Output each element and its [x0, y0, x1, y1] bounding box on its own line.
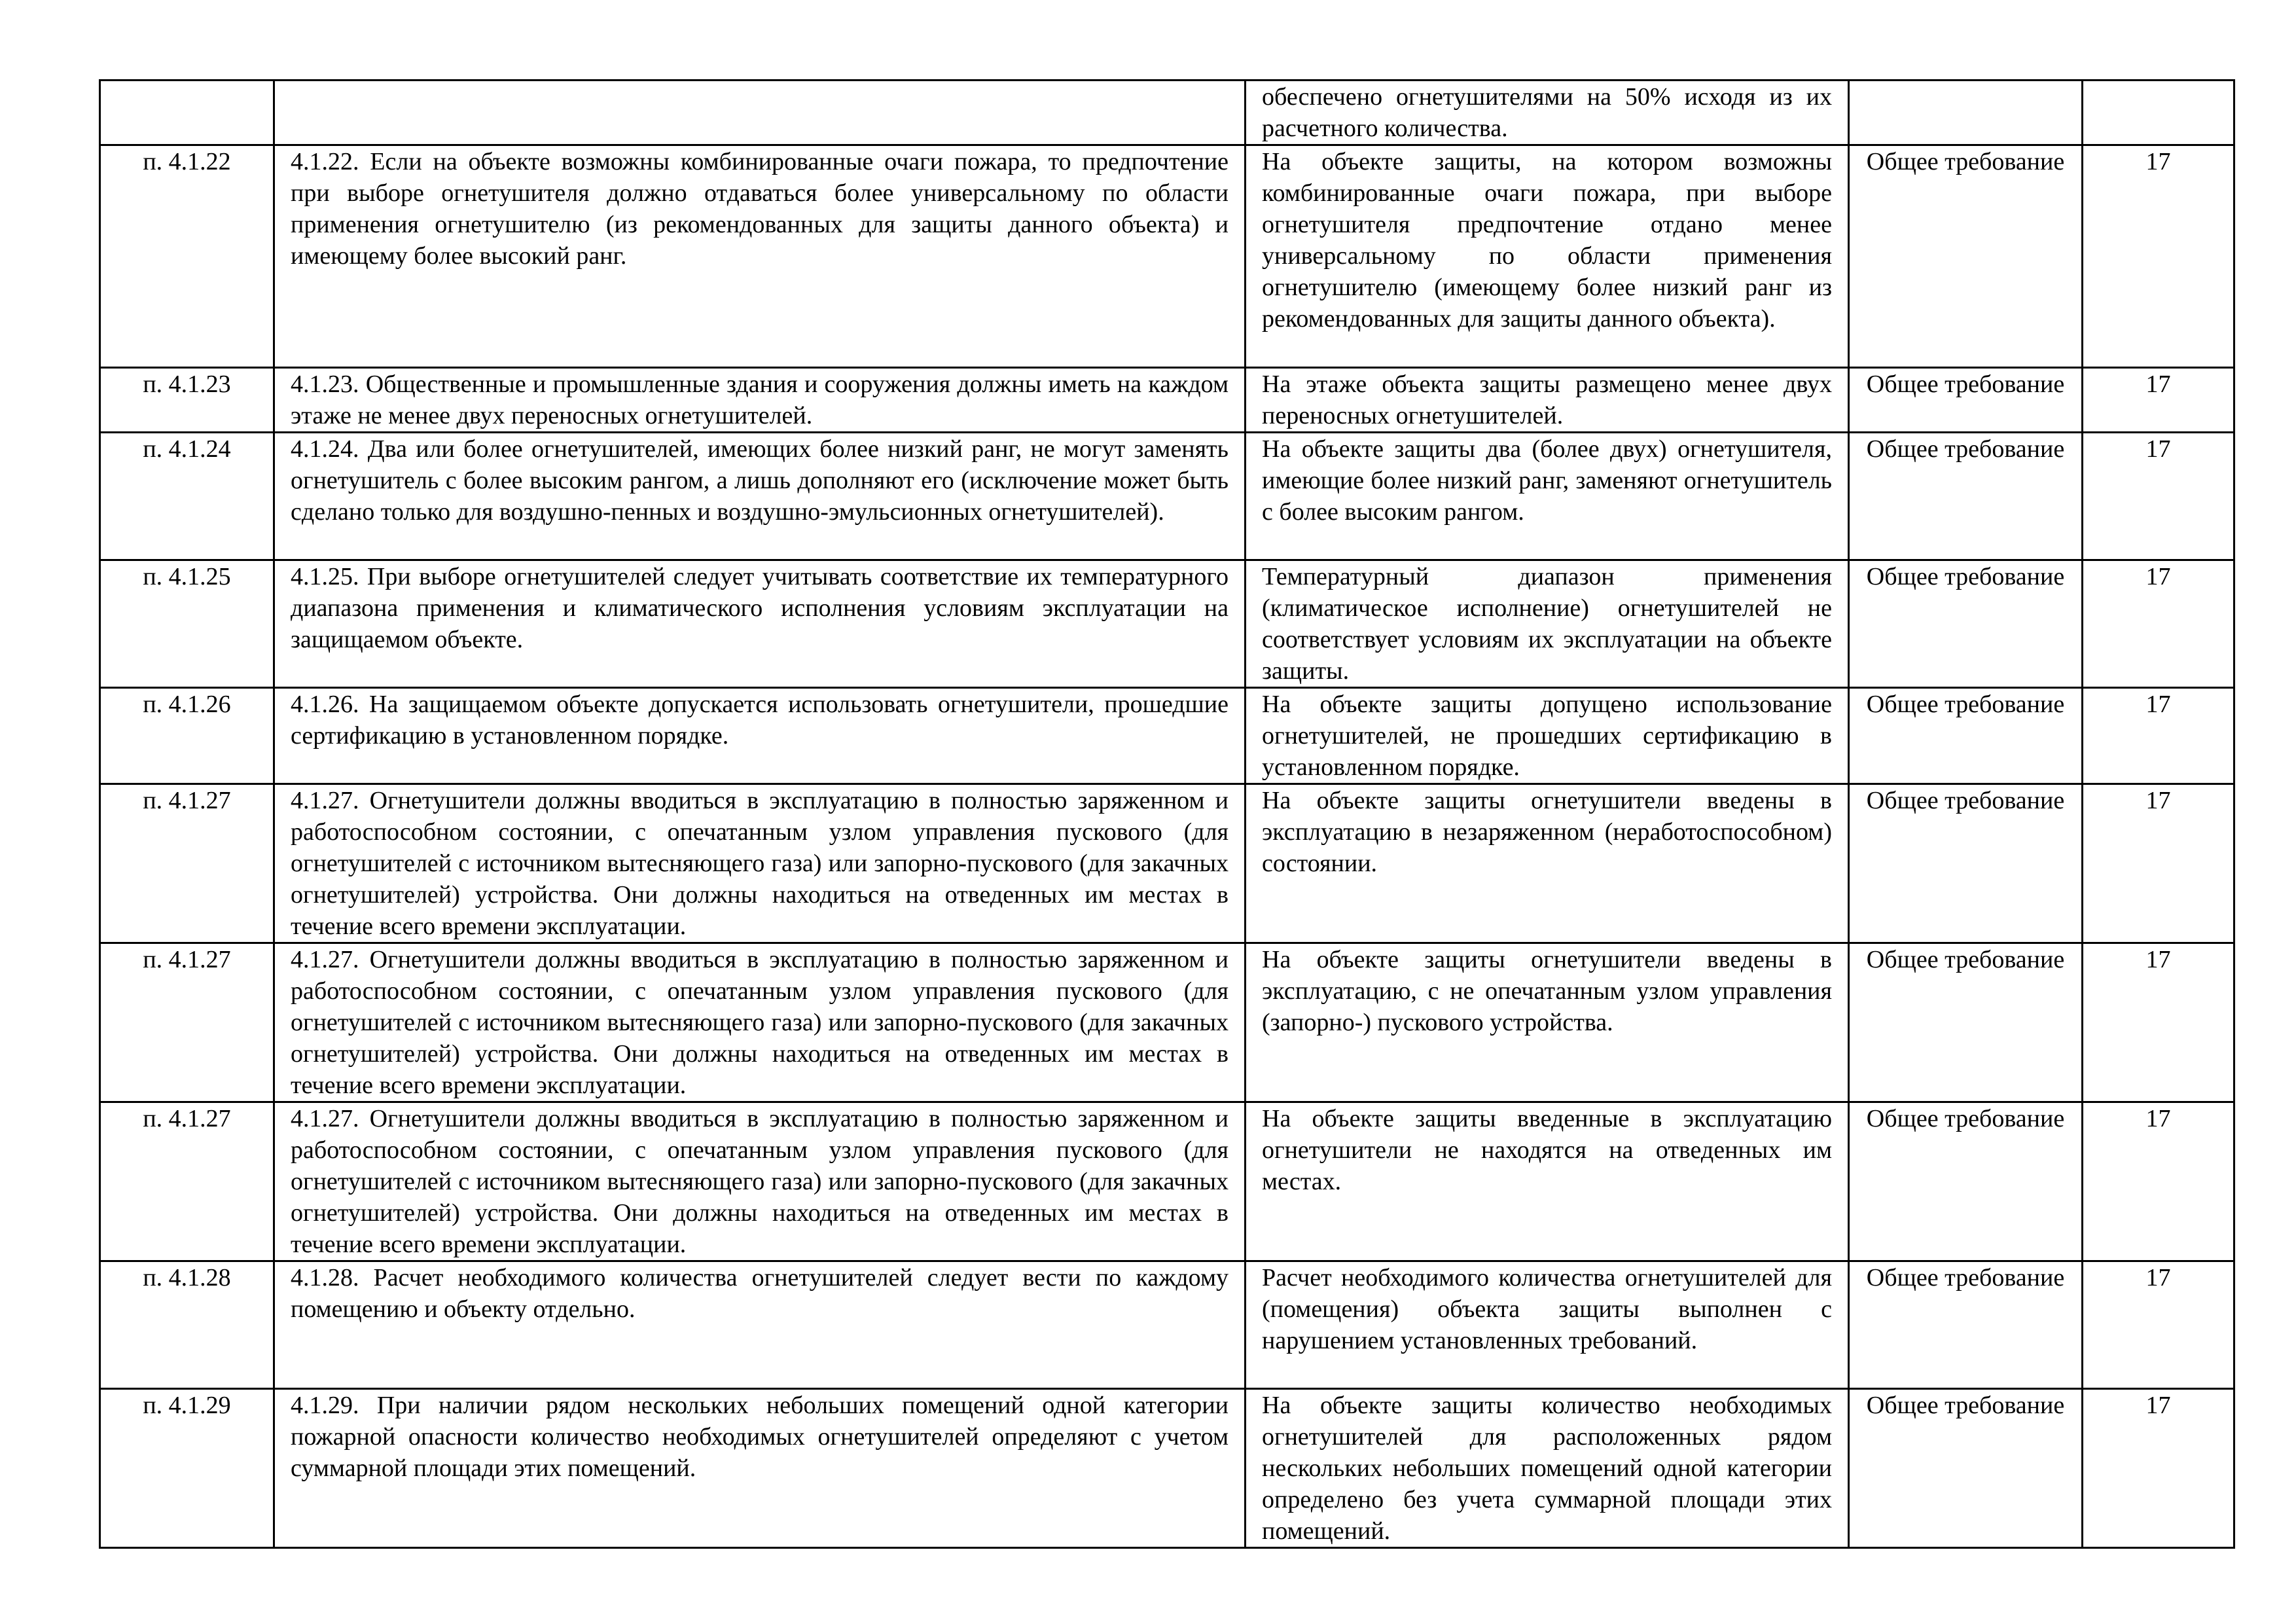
- clause-ref: п. 4.1.26: [100, 688, 274, 784]
- clause-text: 4.1.25. При выборе огнетушителей следует учитывать соответствие их температурного диапазона применения и климатического исполнения условиям эксплуатации на защищаемом объекте.: [274, 560, 1246, 688]
- violation-text: На объекте защиты два (более двух) огнетушителя, имеющие более низкий ранг, заменяют огнетушитель с более высоким рангом.: [1246, 433, 1849, 560]
- clause-ref: п. 4.1.23: [100, 368, 274, 433]
- table-row: [100, 1261, 2234, 1389]
- article-number: 17: [2083, 368, 2234, 433]
- article-number: 17: [2083, 943, 2234, 1102]
- clause-text: [274, 81, 1246, 145]
- table-row: [100, 368, 2234, 433]
- clause-ref: [100, 81, 274, 145]
- clause-text: 4.1.27. Огнетушители должны вводиться в эксплуатацию в полностью заряженном и работоспособном состоянии, с опечатанным узлом управления пускового (для огнетушителей с источником вытесняющего газа) или запорно-пускового (для закачных огнетушителей) устройства. Они должны находиться на отведенных им местах в течение всего времени эксплуатации.: [274, 1102, 1246, 1261]
- requirement-type: Общее требование: [1849, 688, 2083, 784]
- table-row: [100, 1389, 2234, 1548]
- article-number: 17: [2083, 1261, 2234, 1389]
- violation-text: На объекте защиты количество необходимых огнетушителей для расположенных рядом нескольких небольших помещений одной категории определено без учета суммарной площади этих помещений.: [1246, 1389, 1849, 1548]
- clause-ref: п. 4.1.24: [100, 433, 274, 560]
- article-number: 17: [2083, 433, 2234, 560]
- requirement-type: Общее требование: [1849, 145, 2083, 368]
- requirement-type: [1849, 81, 2083, 145]
- table-row: [100, 943, 2234, 1102]
- requirement-type: Общее требование: [1849, 1102, 2083, 1261]
- table-row: [100, 784, 2234, 943]
- article-number: 17: [2083, 560, 2234, 688]
- violation-text: На объекте защиты огнетушители введены в эксплуатацию, с не опечатанным узлом управления (запорно-) пускового устройства.: [1246, 943, 1849, 1102]
- article-number: 17: [2083, 1102, 2234, 1261]
- clause-ref: п. 4.1.22: [100, 145, 274, 368]
- violation-text: обеспечено огнетушителями на 50% исходя из их расчетного количества.: [1246, 81, 1849, 145]
- article-number: [2083, 81, 2234, 145]
- requirement-type: Общее требование: [1849, 368, 2083, 433]
- table-row: [100, 560, 2234, 688]
- clause-text: 4.1.22. Если на объекте возможны комбинированные очаги пожара, то предпочтение при выборе огнетушителя должно отдаваться более универсальному по области применения огнетушителю (из рекомендованных для защиты данного объекта) и имеющему более высокий ранг.: [274, 145, 1246, 368]
- article-number: 17: [2083, 1389, 2234, 1548]
- requirement-type: Общее требование: [1849, 1389, 2083, 1548]
- violation-text: На объекте защиты введенные в эксплуатацию огнетушители не находятся на отведенных им местах.: [1246, 1102, 1849, 1261]
- clause-text: 4.1.27. Огнетушители должны вводиться в эксплуатацию в полностью заряженном и работоспособном состоянии, с опечатанным узлом управления пускового (для огнетушителей с источником вытесняющего газа) или запорно-пускового (для закачных огнетушителей) устройства. Они должны находиться на отведенных им местах в течение всего времени эксплуатации.: [274, 943, 1246, 1102]
- violation-text: На объекте защиты огнетушители введены в эксплуатацию в незаряженном (неработоспособном) состоянии.: [1246, 784, 1849, 943]
- requirement-type: Общее требование: [1849, 560, 2083, 688]
- table-row: [100, 1102, 2234, 1261]
- table-row: [100, 433, 2234, 560]
- clause-text: 4.1.23. Общественные и промышленные здания и сооружения должны иметь на каждом этаже не менее двух переносных огнетушителей.: [274, 368, 1246, 433]
- article-number: 17: [2083, 784, 2234, 943]
- table-row: [100, 145, 2234, 368]
- violation-text: На этаже объекта защиты размещено менее двух переносных огнетушителей.: [1246, 368, 1849, 433]
- requirement-type: Общее требование: [1849, 433, 2083, 560]
- requirement-type: Общее требование: [1849, 784, 2083, 943]
- requirement-type: Общее требование: [1849, 943, 2083, 1102]
- clause-text: 4.1.24. Два или более огнетушителей, имеющих более низкий ранг, не могут заменять огнетушитель с более высоким рангом, а лишь дополняют его (исключение может быть сделано только для воздушно-пенных и воздушно-эмульсионных огнетушителей).: [274, 433, 1246, 560]
- clause-text: 4.1.26. На защищаемом объекте допускается использовать огнетушители, прошедшие сертификацию в установленном порядке.: [274, 688, 1246, 784]
- clause-ref: п. 4.1.29: [100, 1389, 274, 1548]
- violation-text: На объекте защиты допущено использование огнетушителей, не прошедших сертификацию в установленном порядке.: [1246, 688, 1849, 784]
- violation-text: Расчет необходимого количества огнетушителей для (помещения) объекта защиты выполнен с нарушением установленных требований.: [1246, 1261, 1849, 1389]
- clause-text: 4.1.27. Огнетушители должны вводиться в эксплуатацию в полностью заряженном и работоспособном состоянии, с опечатанным узлом управления пускового (для огнетушителей с источником вытесняющего газа) или запорно-пускового (для закачных огнетушителей) устройства. Они должны находиться на отведенных им местах в течение всего времени эксплуатации.: [274, 784, 1246, 943]
- article-number: 17: [2083, 688, 2234, 784]
- requirements-table: [99, 79, 2235, 1549]
- clause-ref: п. 4.1.28: [100, 1261, 274, 1389]
- clause-text: 4.1.28. Расчет необходимого количества огнетушителей следует вести по каждому помещению и объекту отдельно.: [274, 1261, 1246, 1389]
- table-row: [100, 81, 2234, 145]
- clause-text: 4.1.29. При наличии рядом нескольких небольших помещений одной категории пожарной опасности количество необходимых огнетушителей определяют с учетом суммарной площади этих помещений.: [274, 1389, 1246, 1548]
- violation-text: Температурный диапазон применения (климатическое исполнение) огнетушителей не соответствует условиям их эксплуатации на объекте защиты.: [1246, 560, 1849, 688]
- clause-ref: п. 4.1.27: [100, 784, 274, 943]
- violation-text: На объекте защиты, на котором возможны комбинированные очаги пожара, при выборе огнетушителя предпочтение отдано менее универсальному по области применения огнетушителю (имеющему более низкий ранг из рекомендованных для защиты данного объекта).: [1246, 145, 1849, 368]
- table-row: [100, 688, 2234, 784]
- article-number: 17: [2083, 145, 2234, 368]
- clause-ref: п. 4.1.27: [100, 1102, 274, 1261]
- clause-ref: п. 4.1.25: [100, 560, 274, 688]
- requirement-type: Общее требование: [1849, 1261, 2083, 1389]
- clause-ref: п. 4.1.27: [100, 943, 274, 1102]
